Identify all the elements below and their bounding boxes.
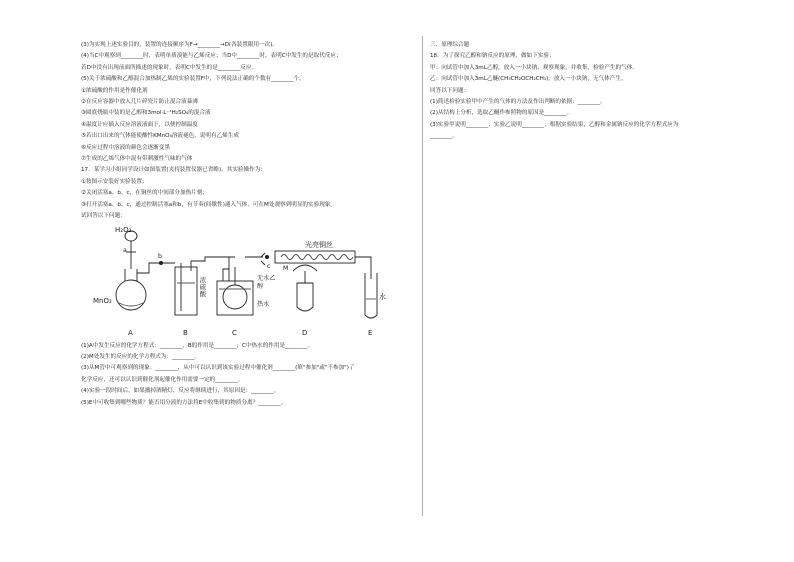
text-line: (3)从M管中可观察到的现象：________，从中可以认识到该实验过程中催化剂________(填"参加"或"不参加")了	[81, 365, 355, 372]
text-line: (5)关于浓硫酸和乙醇混合加热制乙烯的实验装置F中，下列说法正确的个数有________个。	[81, 76, 305, 83]
text-line: (5)E中可收集到哪些物质？能否用分液的方法将E中收集到的物质分离？________。	[81, 399, 287, 406]
text-line: ⑦生成的乙烯气体中混有带刺激性气味的气体	[81, 156, 193, 163]
label-m: M	[283, 264, 289, 272]
text-line: 试回答以下问题：	[81, 213, 126, 220]
text-line: ④温度计应插入反应溶液液面下，以便控制温度	[81, 121, 198, 128]
text-line: (4)实验一段时间后，如果撤掉酒精灯，反应将继续进行，其原因是：________。	[81, 388, 280, 395]
text-line: ②关闭活塞a、b、c，在铜丝的中间部分加热片刻；	[81, 190, 208, 197]
text-line: ⑤若出口出来的气体能使酸性KMnO₄溶液褪色，说明有乙烯生成	[81, 133, 239, 140]
label-mno2: MnO₂	[93, 296, 112, 305]
text-line: ⑥反应过程中溶液的颜色会逐渐变黑	[81, 144, 170, 151]
question-title: 18．为了探究乙醇和钠反应的原理，做如下实验：	[430, 53, 555, 60]
label-E: E	[368, 328, 373, 337]
label-anhydrous-ethanol: 无水乙醇	[257, 274, 276, 290]
label-valve-c: c	[267, 262, 271, 270]
label-A: A	[128, 328, 133, 337]
text-line: (4)当C中观察到________时，表明单质溴能与乙烯反应；当D中________时，表明C中发生的是取代反应；	[81, 53, 342, 60]
text-line: (2)从结构上分析，选取乙醚作参照物的原因是________。	[430, 110, 573, 117]
label-hot-water: 热水	[257, 300, 270, 308]
text-line: (2)M处发生的反应的化学方程式为：________。	[81, 353, 201, 360]
text-line: (3)为实现上述实验目的，装置的连接顺序为F→________→D(各装置限用一次)。	[81, 42, 279, 48]
question-18	[430, 51, 760, 142]
text-line: (1)A中发生反应的化学方程式：________，B的作用是________；C中热水的作用是________。	[81, 342, 314, 349]
label-B: B	[183, 328, 188, 337]
right-column	[430, 40, 760, 143]
label-copper-wire: 光亮铜丝	[305, 240, 333, 249]
label-conc-acid: 浓硫酸	[199, 275, 207, 298]
section-heading: 三、原理综合题	[430, 42, 470, 48]
text-line: (3)实验甲说明________；实验乙说明________；根据实验结果，乙醇和金属钠反应的化学方程式应为	[430, 121, 679, 128]
label-C: C	[232, 328, 237, 337]
text-line: ________。	[430, 133, 458, 140]
text-line: 化学反应，还可以认识到催化剂起催化作用需要一定的________。	[81, 376, 244, 383]
label-valve-b: b	[158, 252, 162, 260]
text-line: (1)简述检验实验甲中产生的气体的方法及作出判断的依据：________。	[430, 99, 606, 106]
question-17	[81, 165, 417, 408]
label-D: D	[302, 328, 308, 337]
apparatus-figure	[85, 223, 385, 341]
left-column	[81, 40, 417, 409]
text-line: ①按图示安装好实验装置；	[81, 178, 148, 185]
label-water: 水	[379, 292, 386, 301]
text-line: 若D中没有出现前面所描述的现象时，表明C中发生的是________反应。	[81, 64, 258, 71]
text-line: ②在反应容器中放入几片碎瓷片防止混合液暴沸	[81, 99, 198, 106]
text-line: ①浓硫酸的作用是作催化剂	[81, 87, 148, 94]
text-line: 甲：向试管中加入3mL乙醇，放入一小块钠，观察现象，并收集，检验产生的气体。	[430, 64, 638, 71]
column-divider	[422, 36, 423, 516]
text-line: ③打开活塞a、b、c，通过控制活塞a和b，有节奏(间歇性)通入气体，可在M处观察到明显的实验现象。	[81, 201, 336, 208]
apparatus-drawing	[85, 223, 385, 341]
label-h2o2: H₂O₂	[115, 225, 132, 234]
question-title: 17．某学习小组同学设计如图装置(夹持装置仪器已省略)，其实验操作为：	[81, 167, 266, 174]
text-line: 乙：向试管中加入3mL乙醚(CH₃CH₂OCH₂CH₃)，放入一小块钠，无气体产生。	[430, 76, 627, 83]
text-line: ③圆底烧瓶中装的是乙醇和3mol·L⁻¹H₂SO₄的混合液	[81, 110, 211, 117]
label-valve-a: a	[123, 246, 127, 254]
text-line: 回答以下问题：	[430, 87, 470, 94]
question-16-continued	[81, 40, 417, 165]
